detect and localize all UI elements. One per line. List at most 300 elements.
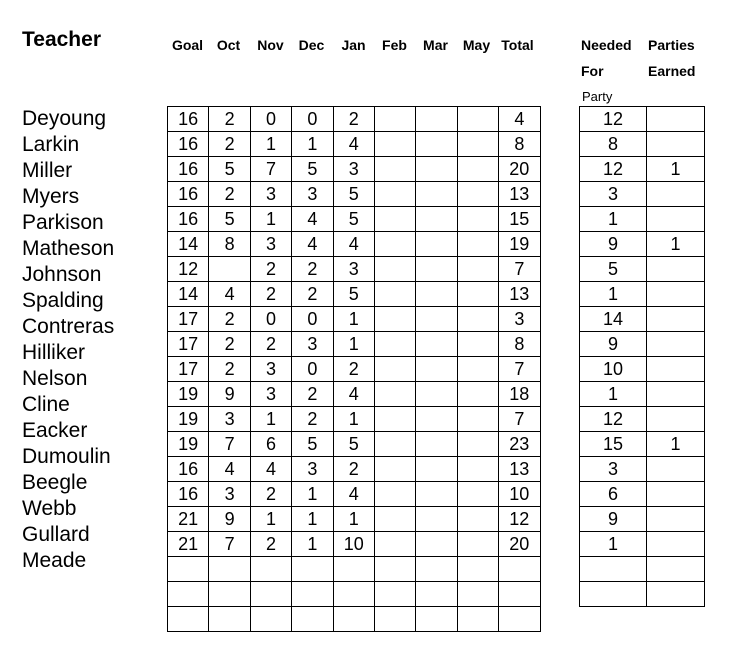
cell-may [457,282,498,307]
cell-nov: 7 [250,157,291,182]
cell-mar [416,232,457,257]
cell-needed-for-party: 1 [580,282,647,307]
cell-feb [374,307,415,332]
teacher-name: Gullard [22,523,90,546]
cell-feb [374,357,415,382]
cell-dec: 4 [292,232,333,257]
cell-dec: 0 [292,307,333,332]
table-row [168,382,541,407]
empty-cell [168,607,209,632]
cell-mar [416,532,457,557]
empty-cell [457,557,498,582]
cell-oct: 2 [209,107,250,132]
cell-feb [374,432,415,457]
cell-goal: 14 [168,232,209,257]
cell-goal: 16 [168,107,209,132]
table-row [168,332,541,357]
cell-dec: 1 [292,132,333,157]
cell-jan: 1 [333,332,374,357]
column-header-oct: Oct [216,37,241,53]
cell-total: 20 [499,157,540,182]
cell-mar [416,407,457,432]
table-row [580,457,705,482]
cell-dec: 1 [292,532,333,557]
cell-parties-earned [647,282,705,307]
table-row [168,282,541,307]
cell-nov: 3 [250,357,291,382]
cell-parties-earned [647,407,705,432]
needed-header-line1: Needed [581,37,632,53]
cell-dec: 0 [292,357,333,382]
cell-oct: 2 [209,132,250,157]
cell-may [457,332,498,357]
cell-nov: 2 [250,282,291,307]
cell-goal: 19 [168,382,209,407]
empty-cell [416,557,457,582]
cell-parties-earned [647,532,705,557]
cell-nov: 4 [250,457,291,482]
cell-total: 8 [499,332,540,357]
empty-cell [209,607,250,632]
cell-oct: 2 [209,182,250,207]
cell-goal: 16 [168,182,209,207]
cell-total: 3 [499,307,540,332]
table-row [168,232,541,257]
parties-header-line1: Parties [648,37,695,53]
cell-dec: 1 [292,482,333,507]
column-header-total: Total [501,37,534,53]
empty-cell [499,557,540,582]
cell-may [457,482,498,507]
cell-total: 8 [499,132,540,157]
empty-cell [333,557,374,582]
cell-needed-for-party: 1 [580,532,647,557]
cell-dec: 4 [292,207,333,232]
table-row [580,357,705,382]
empty-cell [416,607,457,632]
cell-total: 20 [499,532,540,557]
empty-cell [250,582,291,607]
cell-jan: 3 [333,257,374,282]
cell-oct: 3 [209,407,250,432]
cell-jan: 1 [333,407,374,432]
parties-header-line2: Earned [648,63,696,79]
table-row [168,407,541,432]
table-row [168,357,541,382]
cell-dec: 5 [292,432,333,457]
table-row [580,407,705,432]
cell-goal: 12 [168,257,209,282]
cell-mar [416,457,457,482]
empty-cell [499,582,540,607]
cell-needed-for-party: 1 [580,382,647,407]
cell-feb [374,182,415,207]
table-row [168,457,541,482]
cell-total: 13 [499,182,540,207]
teacher-name: Meade [22,549,87,572]
cell-total: 18 [499,382,540,407]
cell-feb [374,232,415,257]
teacher-name: Eacker [22,419,88,442]
teacher-name: Dumoulin [22,445,111,468]
table-row [168,257,541,282]
cell-oct: 4 [209,282,250,307]
cell-goal: 16 [168,157,209,182]
cell-may [457,407,498,432]
empty-cell [292,607,333,632]
table-row [580,307,705,332]
sheet-title: Teacher [22,28,101,51]
cell-parties-earned [647,457,705,482]
cell-nov: 0 [250,307,291,332]
cell-oct: 7 [209,432,250,457]
cell-total: 7 [499,407,540,432]
empty-cell [209,557,250,582]
cell-parties-earned [647,307,705,332]
teacher-name: Matheson [22,237,115,260]
column-header-jan: Jan [341,37,366,53]
monthly-counts-table [167,106,541,632]
cell-parties-earned: 1 [647,157,705,182]
empty-cell [457,607,498,632]
cell-may [457,157,498,182]
cell-nov: 1 [250,132,291,157]
cell-feb [374,407,415,432]
cell-goal: 16 [168,207,209,232]
column-header-goal: Goal [171,37,204,53]
blank-row [580,582,705,607]
teacher-name: Webb [22,497,77,520]
empty-cell [580,582,647,607]
cell-feb [374,132,415,157]
cell-feb [374,282,415,307]
cell-feb [374,257,415,282]
cell-needed-for-party: 12 [580,157,647,182]
table-row [580,157,705,182]
cell-mar [416,307,457,332]
needed-header-line2: For [581,63,604,79]
empty-cell [333,582,374,607]
cell-dec: 0 [292,107,333,132]
cell-may [457,232,498,257]
teacher-name: Parkison [22,211,104,234]
column-header-mar: Mar [423,37,448,53]
cell-may [457,257,498,282]
cell-needed-for-party: 8 [580,132,647,157]
cell-feb [374,207,415,232]
cell-jan: 5 [333,432,374,457]
empty-cell [333,607,374,632]
empty-cell [647,557,705,582]
cell-jan: 5 [333,207,374,232]
cell-nov: 1 [250,207,291,232]
cell-dec: 3 [292,332,333,357]
empty-cell [580,557,647,582]
cell-nov: 1 [250,507,291,532]
cell-dec: 1 [292,507,333,532]
column-header-may: May [462,37,491,53]
cell-total: 10 [499,482,540,507]
cell-may [457,382,498,407]
cell-oct: 2 [209,332,250,357]
cell-needed-for-party: 12 [580,407,647,432]
cell-goal: 16 [168,457,209,482]
cell-may [457,182,498,207]
cell-feb [374,482,415,507]
cell-nov: 3 [250,182,291,207]
cell-mar [416,432,457,457]
blank-row [580,557,705,582]
cell-nov: 0 [250,107,291,132]
cell-jan: 4 [333,382,374,407]
cell-dec: 2 [292,282,333,307]
cell-dec: 2 [292,382,333,407]
cell-oct: 7 [209,532,250,557]
cell-parties-earned [647,357,705,382]
cell-feb [374,457,415,482]
cell-oct: 9 [209,382,250,407]
blank-row [168,557,541,582]
cell-oct: 2 [209,307,250,332]
table-row [580,232,705,257]
cell-total: 13 [499,457,540,482]
cell-parties-earned [647,257,705,282]
cell-may [457,107,498,132]
empty-cell [250,557,291,582]
cell-total: 15 [499,207,540,232]
cell-jan: 5 [333,182,374,207]
cell-parties-earned [647,107,705,132]
table-row [168,507,541,532]
cell-may [457,507,498,532]
cell-nov: 2 [250,482,291,507]
empty-cell [168,582,209,607]
empty-cell [457,582,498,607]
cell-oct: 3 [209,482,250,507]
teacher-name: Spalding [22,289,104,312]
table-row [580,332,705,357]
cell-mar [416,282,457,307]
cell-jan: 2 [333,107,374,132]
cell-goal: 21 [168,532,209,557]
table-row [168,157,541,182]
cell-total: 23 [499,432,540,457]
cell-needed-for-party: 9 [580,507,647,532]
teacher-name: Miller [22,159,73,182]
table-row [168,532,541,557]
cell-mar [416,132,457,157]
cell-total: 7 [499,357,540,382]
table-row [168,482,541,507]
blank-row [168,582,541,607]
table-row [168,182,541,207]
cell-nov: 3 [250,232,291,257]
needed-header-line3: Party [582,89,613,104]
cell-goal: 19 [168,407,209,432]
cell-parties-earned [647,132,705,157]
cell-jan: 2 [333,457,374,482]
cell-goal: 17 [168,332,209,357]
cell-needed-for-party: 9 [580,332,647,357]
cell-parties-earned [647,482,705,507]
cell-oct: 4 [209,457,250,482]
cell-oct: 8 [209,232,250,257]
cell-dec: 5 [292,157,333,182]
teacher-name: Myers [22,185,80,208]
cell-jan: 4 [333,482,374,507]
cell-needed-for-party: 5 [580,257,647,282]
cell-jan: 4 [333,232,374,257]
teacher-name: Nelson [22,367,88,390]
cell-dec: 2 [292,257,333,282]
cell-feb [374,382,415,407]
table-row [580,432,705,457]
empty-cell [374,607,415,632]
table-row [168,207,541,232]
cell-may [457,432,498,457]
cell-mar [416,257,457,282]
table-row [580,532,705,557]
cell-nov: 2 [250,532,291,557]
cell-may [457,532,498,557]
cell-dec: 3 [292,182,333,207]
cell-feb [374,507,415,532]
empty-cell [292,582,333,607]
cell-needed-for-party: 15 [580,432,647,457]
cell-total: 7 [499,257,540,282]
table-row [580,182,705,207]
teacher-name: Cline [22,393,70,416]
cell-nov: 3 [250,382,291,407]
cell-may [457,457,498,482]
cell-mar [416,157,457,182]
table-row [580,107,705,132]
empty-cell [647,582,705,607]
cell-total: 4 [499,107,540,132]
table-row [580,282,705,307]
cell-needed-for-party: 9 [580,232,647,257]
cell-parties-earned [647,182,705,207]
cell-needed-for-party: 1 [580,207,647,232]
teacher-name: Johnson [22,263,102,286]
cell-mar [416,182,457,207]
cell-jan: 10 [333,532,374,557]
cell-jan: 1 [333,507,374,532]
cell-goal: 21 [168,507,209,532]
cell-needed-for-party: 3 [580,457,647,482]
cell-needed-for-party: 12 [580,107,647,132]
table-row [168,432,541,457]
column-header-nov: Nov [257,37,284,53]
teacher-name: Deyoung [22,107,107,130]
cell-nov: 2 [250,332,291,357]
cell-mar [416,382,457,407]
teacher-name: Beegle [22,471,88,494]
teacher-name-list [22,106,114,574]
cell-jan: 2 [333,357,374,382]
cell-oct: 5 [209,207,250,232]
cell-total: 19 [499,232,540,257]
cell-nov: 2 [250,257,291,282]
cell-needed-for-party: 6 [580,482,647,507]
cell-mar [416,357,457,382]
cell-parties-earned [647,207,705,232]
cell-feb [374,107,415,132]
cell-total: 12 [499,507,540,532]
empty-cell [250,607,291,632]
cell-parties-earned [647,507,705,532]
column-header-feb: Feb [382,37,407,53]
cell-parties-earned: 1 [647,432,705,457]
table-row [580,207,705,232]
cell-mar [416,332,457,357]
cell-may [457,307,498,332]
table-row [580,382,705,407]
cell-goal: 17 [168,307,209,332]
cell-oct [209,257,250,282]
cell-mar [416,507,457,532]
table-row [168,307,541,332]
table-row [168,132,541,157]
cell-jan: 1 [333,307,374,332]
cell-total: 13 [499,282,540,307]
cell-goal: 19 [168,432,209,457]
cell-goal: 16 [168,132,209,157]
blank-row [168,607,541,632]
cell-needed-for-party: 3 [580,182,647,207]
cell-goal: 16 [168,482,209,507]
cell-mar [416,107,457,132]
empty-cell [209,582,250,607]
cell-jan: 4 [333,132,374,157]
table-row [580,132,705,157]
party-tracking-table [579,106,705,607]
cell-mar [416,207,457,232]
table-row [580,257,705,282]
cell-may [457,207,498,232]
cell-nov: 6 [250,432,291,457]
cell-oct: 9 [209,507,250,532]
empty-cell [374,557,415,582]
table-row [168,107,541,132]
cell-may [457,357,498,382]
cell-may [457,132,498,157]
cell-goal: 14 [168,282,209,307]
cell-needed-for-party: 14 [580,307,647,332]
cell-dec: 2 [292,407,333,432]
cell-parties-earned [647,382,705,407]
cell-feb [374,532,415,557]
cell-feb [374,332,415,357]
cell-parties-earned: 1 [647,232,705,257]
cell-jan: 5 [333,282,374,307]
cell-nov: 1 [250,407,291,432]
cell-goal: 17 [168,357,209,382]
empty-cell [374,582,415,607]
teacher-name: Larkin [22,133,80,156]
column-header-dec: Dec [298,37,325,53]
cell-needed-for-party: 10 [580,357,647,382]
empty-cell [416,582,457,607]
cell-jan: 3 [333,157,374,182]
table-row [580,482,705,507]
teacher-name: Contreras [22,315,115,338]
cell-oct: 2 [209,357,250,382]
cell-mar [416,482,457,507]
empty-cell [292,557,333,582]
cell-oct: 5 [209,157,250,182]
cell-parties-earned [647,332,705,357]
